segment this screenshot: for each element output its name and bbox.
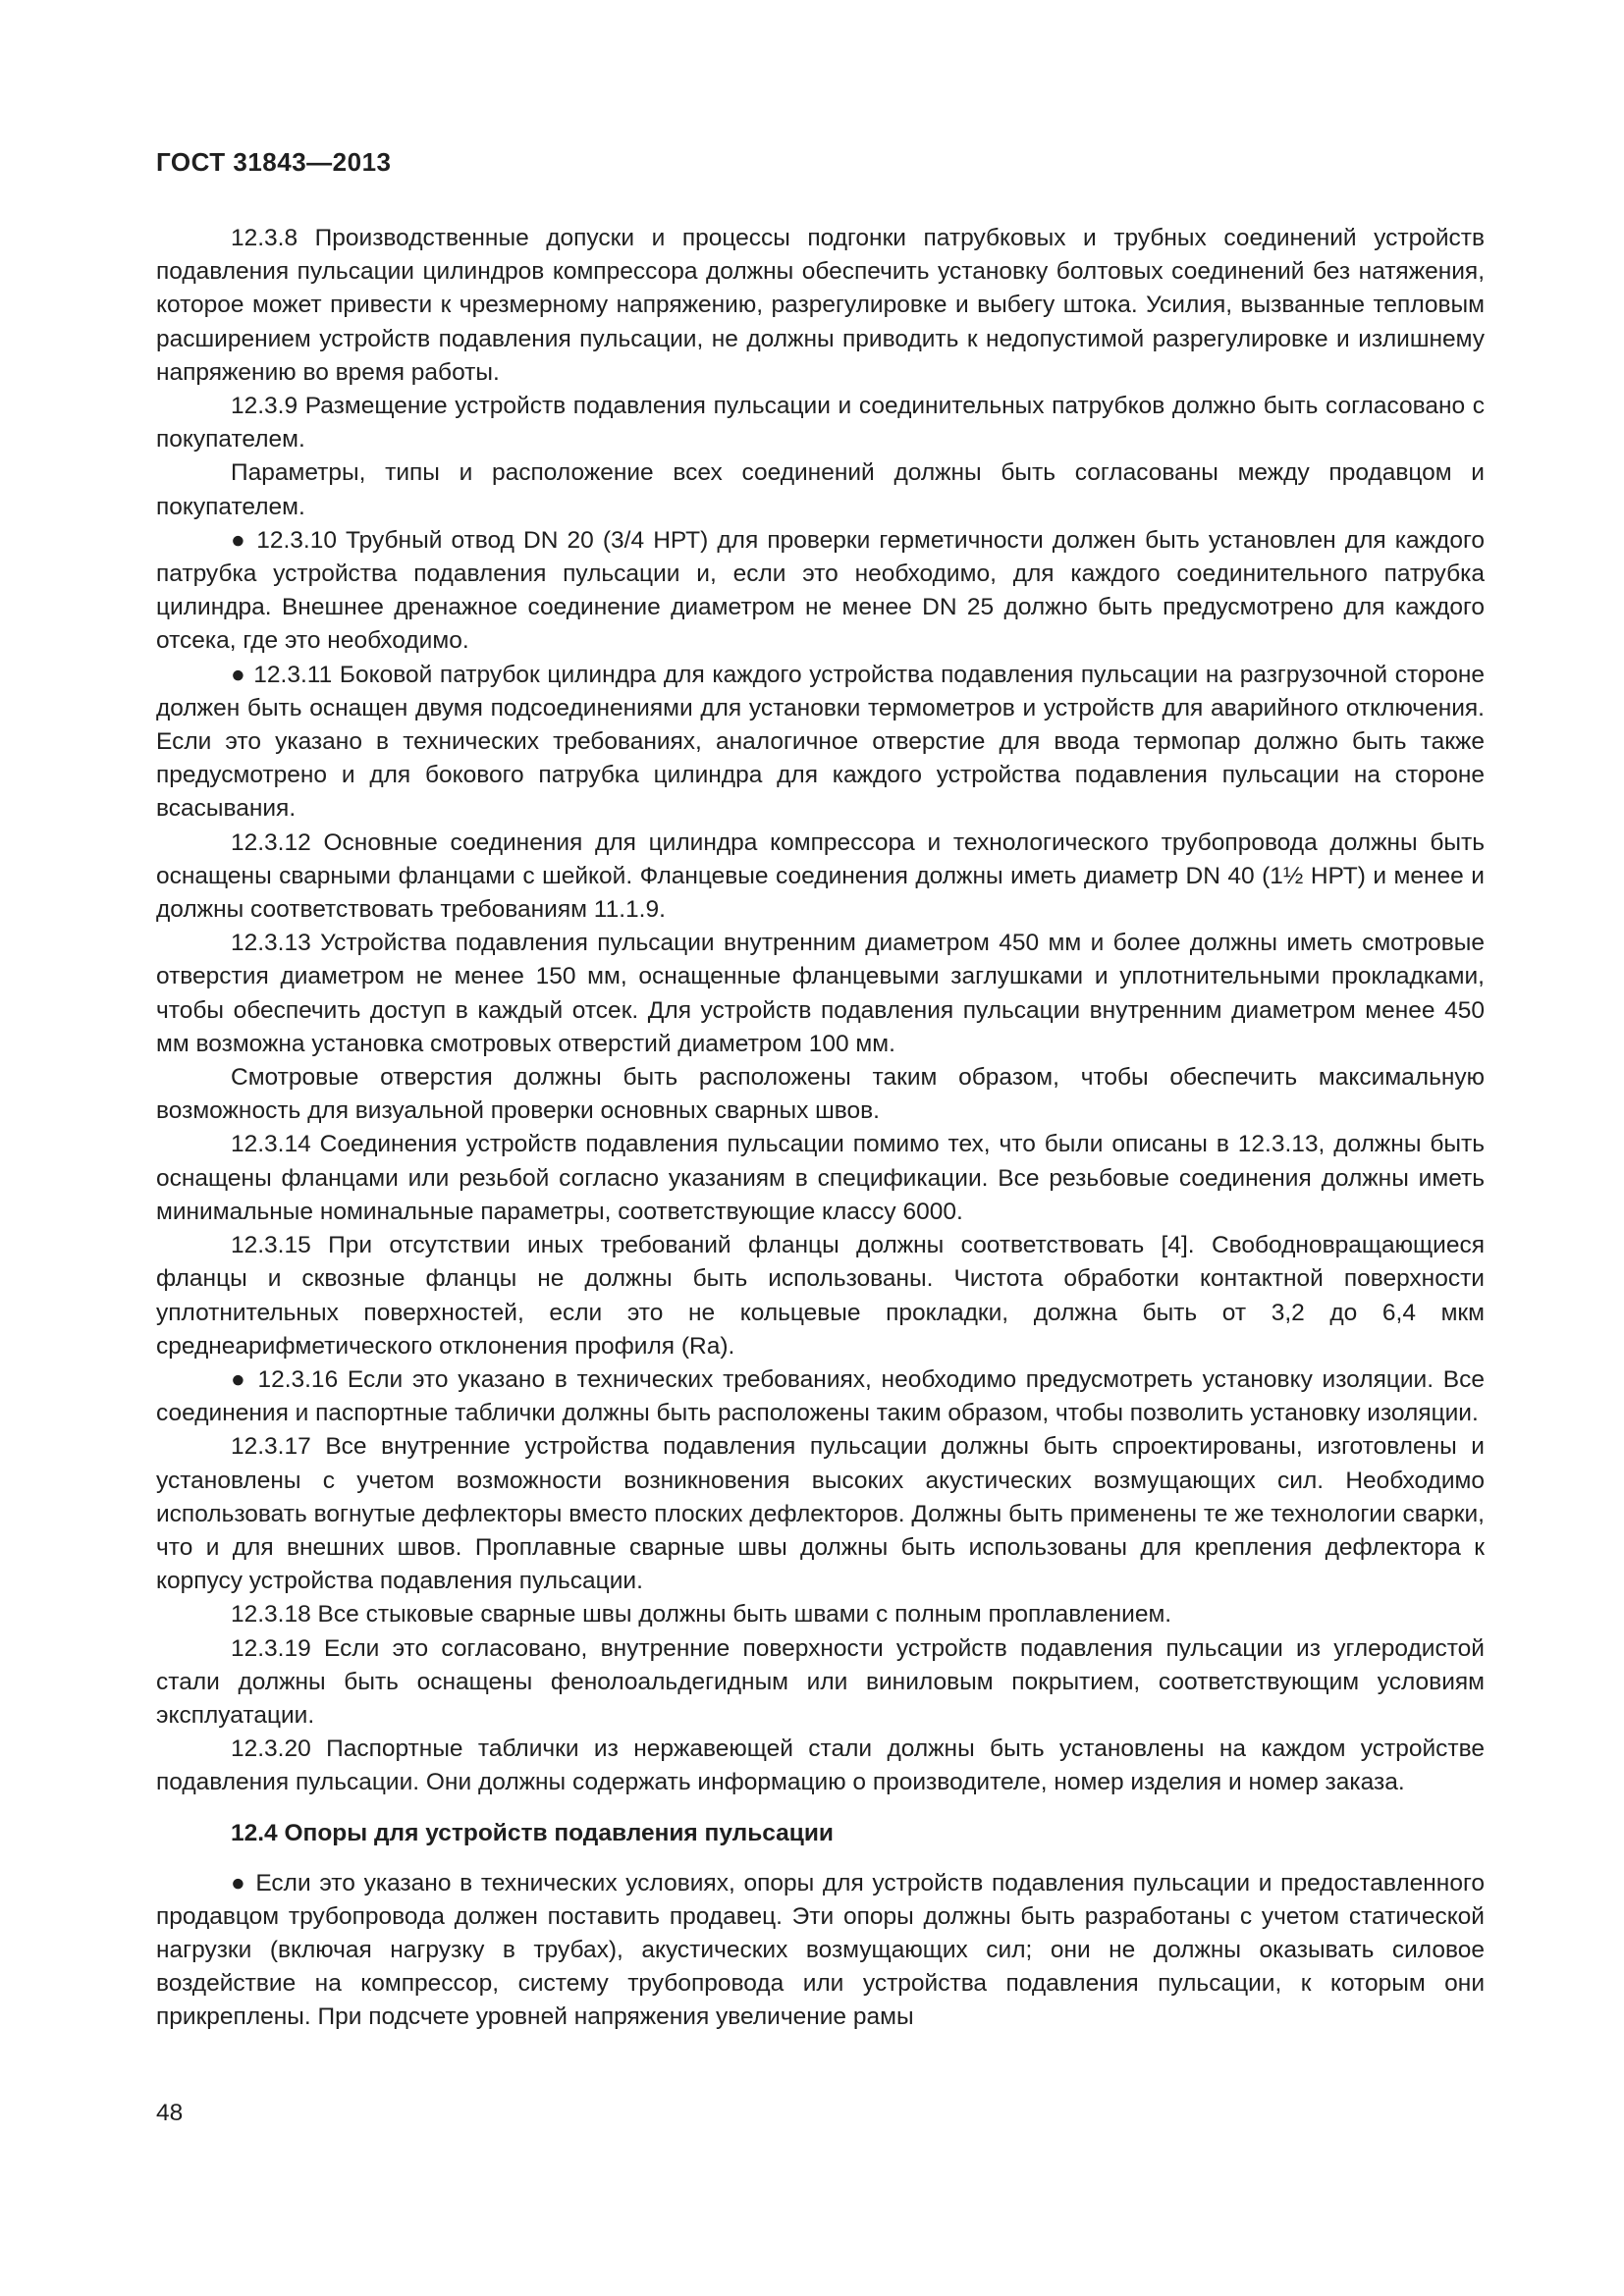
paragraph-12-3-9: 12.3.9 Размещение устройств подавления пульсации и соединительных патрубков должно быть согласовано с покупателем. xyxy=(156,393,1485,454)
paragraph-12-3-17: 12.3.17 Все внутренние устройства подавления пульсации должны быть спроектированы, изготовлены и установлены с учетом возможности возникновения высоких акустических возмущающих сил. Необходимо использовать вогнутые дефлекторы вместо плоских дефлекторов. Должны быть применены те же технологии сварки, что и для внешних швов. Проплавные сварные швы должны быть использованы для крепления дефлектора к корпусу устройства подавления пульсации. xyxy=(156,1433,1485,1595)
paragraph-12-3-13: 12.3.13 Устройства подавления пульсации внутренним диаметром 450 мм и более должны иметь смотровые отверстия диаметром не менее 150 мм, оснащенные фланцевыми заглушками и уплотнительными прокладками, чтобы обеспечить доступ в каждый отсек. Для устройств подавления пульсации внутренним диаметром менее 450 мм возможна установка смотровых отверстий диаметром 100 мм. xyxy=(156,930,1485,1057)
paragraph-12-3-20: 12.3.20 Паспортные таблички из нержавеющей стали должны быть установлены на каждом устройстве подавления пульсации. Они должны содержать информацию о производителе, номер изделия и номер заказа. xyxy=(156,1735,1485,1796)
paragraph-12-3-16: ● 12.3.16 Если это указано в технических требованиях, необходимо предусмотреть установку изоляции. Все соединения и паспортные таблички должны быть расположены таким образом, чтобы позволить установку изоляции. xyxy=(156,1365,1485,1427)
paragraph-12-3-10: ● 12.3.10 Трубный отвод DN 20 (3/4 НРТ) для проверки герметичности должен быть установлен для каждого патрубка устройства подавления пульсации и, если это необходимо, для каждого соединительного патрубка цилиндра. Внешнее дренажное соединение диаметром не менее DN 25 должно быть предусмотрено для каждого отсека, где это необходимо. xyxy=(156,526,1485,655)
paragraph-12-3-14: 12.3.14 Соединения устройств подавления пульсации помимо тех, что были описаны в 12.3.13, должны быть оснащены фланцами или резьбой согласно указаниям в спецификации. Все резьбовые соединения должны иметь минимальные номинальные параметры, соответствующие классу 6000. xyxy=(156,1131,1485,1225)
paragraph-12-3-18: 12.3.18 Все стыковые сварные швы должны быть швами с полным проплавлением. xyxy=(231,1601,1172,1629)
paragraph-12-4-supports: ● Если это указано в технических условиях, опоры для устройств подавления пульсации и предоставленного продавцом трубопровода должен поставить продавец. Эти опоры должны быть разработаны с учетом статической нагрузки (включая нагрузку в трубах), акустических возмущающих сил; они не должны оказывать силовое воздействие на компрессор, систему трубопровода или устройства подавления пульсации, к которым они прикреплены. При подсчете уровней напряжения увеличение рамы xyxy=(156,1869,1485,2031)
document-body xyxy=(156,222,1485,2035)
page-number: 48 xyxy=(156,2100,184,2126)
paragraph-12-3-8: 12.3.8 Производственные допуски и процессы подгонки патрубковых и трубных соединений устройств подавления пульсации цилиндров компрессора должны обеспечить установку болтовых соединений без натяжения, которое может привести к чрезмерному напряжению, разрегулировке и выбегу штока. Усилия, вызванные тепловым расширением устройств подавления пульсации, не должны приводить к недопустимой разрегулировке и излишнему напряжению во время работы. xyxy=(156,225,1485,386)
paragraph-12-3-11: ● 12.3.11 Боковой патрубок цилиндра для каждого устройства подавления пульсации на разгрузочной стороне должен быть оснащен двумя подсоединениями для установки термометров и устройств для аварийного отключения. Если это указано в технических требованиях, аналогичное отверстие для ввода термопар должно быть также предусмотрено и для бокового патрубка цилиндра для каждого устройства подавления пульсации на стороне всасывания. xyxy=(156,661,1485,823)
paragraph-connections: Параметры, типы и расположение всех соединений должны быть согласованы между продавцом и покупателем. xyxy=(156,459,1485,520)
paragraph-12-3-15: 12.3.15 При отсутствии иных требований фланцы должны соответствовать [4]. Свободновращающиеся фланцы и сквозные фланцы не должны быть использованы. Чистота обработки контактной поверхности уплотнительных поверхностей, если это не кольцевые прокладки, должна быть от 3,2 до 6,4 мкм среднеарифметического отклонения профиля (Ra). xyxy=(156,1232,1485,1360)
paragraph-12-3-12: 12.3.12 Основные соединения для цилиндра компрессора и технологического трубопровода должны быть оснащены сварными фланцами с шейкой. Фланцевые соединения должны иметь диаметр DN 40 (1½ НРТ) и менее и должны соответствовать требованиям 11.1.9. xyxy=(156,828,1485,924)
paragraph-12-3-19: 12.3.19 Если это согласовано, внутренние поверхности устройств подавления пульсации из углеродистой стали должны быть оснащены фенолоальдегидным или виниловым покрытием, соответствующим условиям эксплуатации. xyxy=(156,1634,1485,1729)
paragraph-inspection-holes: Смотровые отверстия должны быть расположены таким образом, чтобы обеспечить максимальную возможность для визуальной проверки основных сварных швов. xyxy=(156,1064,1485,1125)
document-code-header: ГОСТ 31843—2013 xyxy=(156,147,392,177)
section-heading-12-4: 12.4 Опоры для устройств подавления пульсации xyxy=(231,1819,834,1846)
